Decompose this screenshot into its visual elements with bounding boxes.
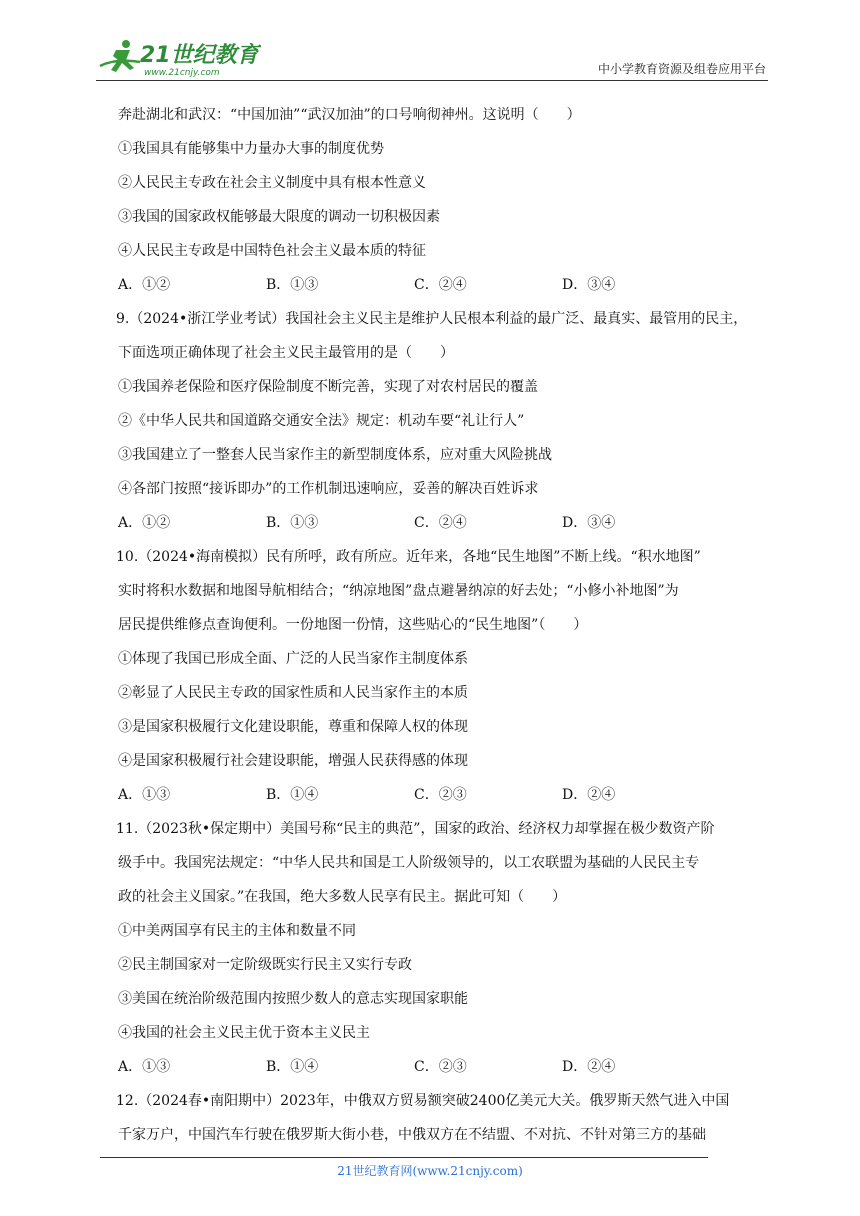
statement-option: ①中美两国享有民主的主体和数量不同	[118, 923, 356, 939]
platform-title: 中小学教育资源及组卷应用平台	[597, 62, 766, 76]
statement-option: ④是国家积极履行社会建设职能，增强人民获得感的体现	[118, 753, 468, 769]
answer-choice[interactable]: D．②④	[562, 787, 616, 803]
answer-choice[interactable]: D．③④	[562, 515, 616, 531]
statement-option: ④我国的社会主义民主优于资本主义民主	[118, 1025, 370, 1041]
answer-choice[interactable]: C．②④	[414, 515, 467, 531]
svg-text:www.21cnjy.com: www.21cnjy.com	[144, 68, 220, 78]
answer-choice[interactable]: B．①③	[266, 515, 319, 531]
statement-option: ①我国养老保险和医疗保险制度不断完善，实现了对农村居民的覆盖	[118, 379, 538, 395]
statement-option: ②民主制国家对一定阶级既实行民主又实行专政	[118, 957, 412, 973]
question-stem: 11.（2023秋•保定期中）美国号称“民主的典范”，国家的政治、经济权力却掌握在极少数资产阶	[116, 821, 715, 837]
answer-choice[interactable]: C．②③	[414, 787, 467, 803]
statement-option: ④各部门按照“接诉即办”的工作机制迅速响应，妥善的解决百姓诉求	[118, 481, 539, 497]
statement-option: ③我国的国家政权能够最大限度的调动一切积极因素	[118, 209, 440, 225]
question-text: 实时将积水数据和地图导航相结合；“纳凉地图”盘点避暑纳凉的好去处；“小修小补地图”为	[118, 583, 679, 599]
statement-option: ④人民民主专政是中国特色社会主义最本质的特征	[118, 243, 426, 259]
page-header	[96, 36, 766, 84]
question-stem: 12.（2024春•南阳期中）2023年，中俄双方贸易额突破2400亿美元大关。俄罗斯天然气进入中国	[116, 1093, 730, 1109]
statement-option: ②人民民主专政在社会主义制度中具有根本性意义	[118, 175, 426, 191]
question-stem: 10.（2024•海南模拟）民有所呼，政有所应。近年来，各地“民生地图”不断上线。“积水地图”	[116, 549, 701, 565]
footer-divider	[100, 1157, 708, 1158]
statement-option: ③美国在统治阶级范围内按照少数人的意志实现国家职能	[118, 991, 468, 1007]
statement-option: ①我国具有能够集中力量办大事的制度优势	[118, 141, 384, 157]
statement-option: ②彰显了人民民主专政的国家性质和人民当家作主的本质	[118, 685, 468, 701]
answer-choice[interactable]: A．①③	[118, 787, 171, 803]
question-text: 居民提供维修点查询便利。一份地图一份情，这些贴心的“民生地图”（ ）	[118, 617, 588, 633]
question-text: 千家万户，中国汽车行驶在俄罗斯大街小巷，中俄双方在不结盟、不对抗、不针对第三方的基础	[118, 1127, 706, 1143]
answer-choice[interactable]: A．①③	[118, 1059, 171, 1075]
question-text: 级手中。我国宪法规定：“中华人民共和国是工人阶级领导的，以工农联盟为基础的人民民主专	[118, 855, 700, 871]
statement-option: ①体现了我国已形成全面、广泛的人民当家作主制度体系	[118, 651, 468, 667]
answer-choice[interactable]: B．①③	[266, 277, 319, 293]
answer-choices	[96, 506, 768, 540]
question-content	[96, 98, 768, 1152]
question-text: 奔赴湖北和武汉：“中国加油”“武汉加油”的口号响彻神州。这说明（ ）	[118, 107, 581, 123]
answer-choice[interactable]: A．①②	[118, 515, 171, 531]
footer-text[interactable]: 21世纪教育网(www.21cnjy.com)	[337, 1164, 523, 1178]
statement-option: ②《中华人民共和国道路交通安全法》规定：机动车要“礼让行人”	[118, 413, 525, 429]
runner-icon	[100, 40, 140, 72]
answer-choice[interactable]: B．①④	[266, 1059, 319, 1075]
answer-choice[interactable]: C．②③	[414, 1059, 467, 1075]
answer-choice[interactable]: D．②④	[562, 1059, 616, 1075]
answer-choices	[96, 1050, 768, 1084]
question-text: 政的社会主义国家。”在我国，绝大多数人民享有民主。据此可知（ ）	[118, 889, 567, 905]
statement-option: ③是国家积极履行文化建设职能，尊重和保障人权的体现	[118, 719, 468, 735]
svg-text:21世纪教育: 21世纪教育	[140, 43, 259, 68]
header-divider	[96, 80, 768, 81]
statement-option: ③我国建立了一整套人民当家作主的新型制度体系，应对重大风险挑战	[118, 447, 552, 463]
question-stem: 9.（2024•浙江学业考试）我国社会主义民主是维护人民根本利益的最广泛、最真实、最管用的民主，	[116, 311, 748, 327]
answer-choice[interactable]: A．①②	[118, 277, 171, 293]
answer-choice[interactable]: D．③④	[562, 277, 616, 293]
answer-choices	[96, 778, 768, 812]
answer-choices	[96, 268, 768, 302]
site-logo	[96, 36, 261, 80]
answer-choice[interactable]: C．②④	[414, 277, 467, 293]
answer-choice[interactable]: B．①④	[266, 787, 319, 803]
question-text: 下面选项正确体现了社会主义民主最管用的是（ ）	[118, 345, 454, 361]
